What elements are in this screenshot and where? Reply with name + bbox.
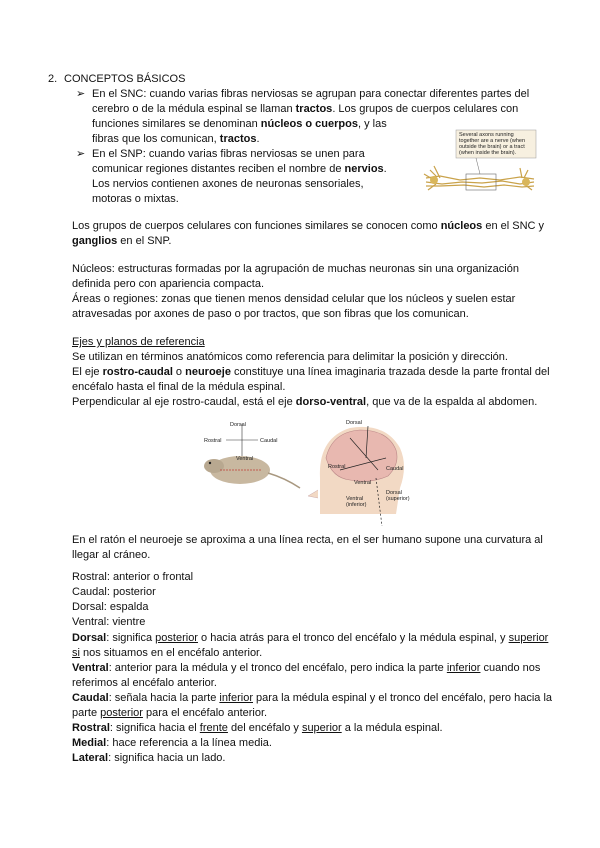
text-line bbox=[72, 262, 519, 277]
text-run: si bbox=[72, 647, 80, 659]
text-run: : significa bbox=[106, 632, 156, 644]
bold-term: dorso-ventral bbox=[295, 396, 367, 408]
text-run: posterior bbox=[155, 632, 198, 644]
text-run: . Los grupos de cuerpos celulares con bbox=[332, 103, 519, 115]
text-line bbox=[72, 570, 193, 585]
text-run: definida pero con apariencia compacta. bbox=[72, 278, 265, 290]
head-label-dorsal-superior: Dorsal (superior) bbox=[386, 490, 410, 502]
text-run: : hace referencia a la línea media. bbox=[106, 737, 272, 749]
rat-label-rostral: Rostral bbox=[204, 438, 222, 444]
bold-term: Ventral bbox=[72, 662, 109, 674]
head-label-caudal: Caudal bbox=[386, 466, 404, 472]
text-run: parte bbox=[72, 707, 101, 719]
text-run: inferior bbox=[219, 692, 253, 704]
text-line bbox=[92, 192, 179, 207]
text-line bbox=[72, 646, 262, 661]
nerve-figure bbox=[420, 126, 538, 202]
text-run: o bbox=[172, 366, 186, 378]
text-line bbox=[92, 117, 387, 132]
rat-label-caudal: Caudal bbox=[260, 438, 278, 444]
text-run: cerebro o de la médula espinal se llaman bbox=[92, 103, 296, 115]
text-line bbox=[72, 631, 548, 646]
text-run: en el SNP. bbox=[117, 235, 172, 247]
text-run: constituye una línea imaginaria trazada desde la parte frontal del bbox=[230, 366, 550, 378]
text-run: encéfalo hasta el final de la médula espinal. bbox=[72, 381, 286, 393]
text-line bbox=[72, 721, 443, 736]
text-run: o hacia atrás para el tronco del encéfalo y la médula espinal, y bbox=[197, 632, 509, 644]
bold-term: Caudal bbox=[72, 692, 109, 704]
text-run: En el SNP: cuando varias fibras nerviosas se unen para bbox=[92, 148, 365, 160]
bold-term: Medial bbox=[72, 737, 107, 749]
text-run: Los grupos de cuerpos celulares con funciones similares se conocen como bbox=[72, 220, 441, 232]
text-run: . bbox=[256, 133, 260, 145]
text-run: Ventral: vientre bbox=[72, 616, 146, 628]
bold-term: ganglios bbox=[72, 235, 118, 247]
text-line bbox=[72, 533, 543, 548]
text-run: , que va de la espalda al abdomen. bbox=[366, 396, 538, 408]
text-run: llegar al cráneo. bbox=[72, 549, 151, 561]
text-run: Caudal: posterior bbox=[72, 586, 156, 598]
caption-line: Several axons running bbox=[459, 132, 514, 138]
bold-term: Dorsal bbox=[72, 632, 107, 644]
text-run: motoras o mixtas. bbox=[92, 193, 179, 205]
text-run: En el ratón el neuroeje se aproxima a una línea recta, en el ser humano supone una curvatura al bbox=[72, 534, 543, 546]
text-line bbox=[92, 87, 529, 102]
bullet-marker: ➢ bbox=[76, 148, 86, 160]
text-run: funciones similares se denominan bbox=[92, 118, 261, 130]
text-run: superior bbox=[508, 632, 549, 644]
bold-term: tractos bbox=[219, 133, 257, 145]
text-run: Se utilizan en términos anatómicos como referencia para delimitar la posición y dirección. bbox=[72, 351, 508, 363]
text-run: comunicar regiones distantes reciben el nombre de bbox=[92, 163, 345, 175]
text-run: referimos al encéfalo anterior. bbox=[72, 677, 217, 689]
text-line bbox=[72, 736, 272, 751]
text-line bbox=[72, 548, 150, 563]
text-run: Rostral: anterior o frontal bbox=[72, 571, 194, 583]
caption-line: together are a nerve (when bbox=[459, 138, 526, 144]
text-line bbox=[72, 600, 148, 615]
text-line bbox=[72, 615, 145, 630]
text-run: en el SNC y bbox=[482, 220, 545, 232]
bold-term: tractos bbox=[295, 103, 333, 115]
text-line bbox=[72, 219, 544, 234]
caption-line: outside the brain) or a tract bbox=[459, 144, 525, 150]
text-run: : anterior para la médula y el tronco del encéfalo, pero indica la parte bbox=[108, 662, 447, 674]
text-line bbox=[72, 365, 550, 380]
text-run: para la médula espinal y el tronco del encéfalo, pero hacia la bbox=[253, 692, 553, 704]
text-line bbox=[92, 162, 387, 177]
head-label-dorsal: Dorsal bbox=[346, 420, 362, 426]
section-number: 2. bbox=[48, 73, 58, 85]
text-line bbox=[92, 132, 260, 147]
text-run: a la médula espinal. bbox=[341, 722, 443, 734]
text-line bbox=[72, 234, 171, 249]
text-line bbox=[72, 585, 156, 600]
text-run: Áreas o regiones: zonas que tienen menos densidad celular que los núcleos y suelen estar bbox=[72, 293, 516, 305]
text-run: En el SNC: cuando varias fibras nerviosas se agrupan para conectar diferentes partes del bbox=[92, 88, 530, 100]
text-run: para el encéfalo anterior. bbox=[142, 707, 268, 719]
text-line bbox=[72, 395, 537, 410]
bold-term: Lateral bbox=[72, 752, 109, 764]
text-run: superior bbox=[301, 722, 342, 734]
text-line bbox=[72, 277, 264, 292]
text-run: posterior bbox=[100, 707, 143, 719]
text-line bbox=[72, 691, 552, 706]
axes-figure bbox=[200, 418, 410, 528]
section-title: CONCEPTOS BÁSICOS bbox=[64, 73, 186, 85]
text-run: : significa hacia el bbox=[109, 722, 200, 734]
text-line bbox=[92, 147, 365, 162]
bold-term: nervios bbox=[344, 163, 384, 175]
bold-term: núcleos bbox=[440, 220, 483, 232]
text-run: , y las bbox=[357, 118, 387, 130]
axes-heading: Ejes y planos de referencia bbox=[72, 336, 205, 348]
text-run: inferior bbox=[446, 662, 481, 674]
text-run: del encéfalo y bbox=[227, 722, 302, 734]
text-run: Los nervios contienen axones de neuronas sensoriales, bbox=[92, 178, 364, 190]
head-label-ventral: Ventral bbox=[354, 480, 372, 486]
text-run: . bbox=[383, 163, 387, 175]
text-run: nos situamos en el encéfalo anterior. bbox=[79, 647, 263, 659]
bold-term: rostro-caudal bbox=[102, 366, 173, 378]
caption-line: (when inside the brain). bbox=[459, 150, 517, 156]
text-run: Perpendicular al eje rostro-caudal, está el eje bbox=[72, 396, 296, 408]
bold-term: núcleos o cuerpos bbox=[260, 118, 358, 130]
text-line bbox=[72, 380, 285, 395]
text-run: atravesadas por axones de paso o por tractos, que son fibras que los comunican. bbox=[72, 308, 469, 320]
text-line bbox=[92, 102, 518, 117]
text-line bbox=[92, 177, 364, 192]
text-run: fibras que los comunican, bbox=[92, 133, 220, 145]
text-run: : significa hacia un lado. bbox=[108, 752, 226, 764]
nerve-caption bbox=[459, 132, 525, 156]
head-label-ventral-inferior: Ventral (inferior) bbox=[346, 496, 367, 508]
rat-label-dorsal: Dorsal bbox=[230, 422, 246, 428]
text-line bbox=[72, 706, 267, 721]
text-run: Dorsal: espalda bbox=[72, 601, 149, 613]
head-label-rostral: Rostral bbox=[328, 464, 346, 470]
text-line bbox=[72, 307, 469, 322]
text-run: El eje bbox=[72, 366, 103, 378]
bold-term: Rostral bbox=[72, 722, 110, 734]
text-run: cuando nos bbox=[480, 662, 541, 674]
text-run: Núcleos: estructuras formadas por la agrupación de muchas neuronas sin una organización bbox=[72, 263, 519, 275]
rat-label-ventral: Ventral bbox=[236, 456, 254, 462]
text-run: frente bbox=[199, 722, 228, 734]
text-line bbox=[72, 661, 540, 676]
axes-illustration bbox=[200, 418, 410, 528]
text-line bbox=[72, 292, 515, 307]
bold-term: neuroeje bbox=[185, 366, 231, 378]
bullet-marker: ➢ bbox=[76, 88, 86, 100]
text-line bbox=[72, 676, 217, 691]
text-line bbox=[72, 350, 508, 365]
text-line bbox=[72, 751, 226, 766]
text-run: : señala hacia la parte bbox=[108, 692, 220, 704]
